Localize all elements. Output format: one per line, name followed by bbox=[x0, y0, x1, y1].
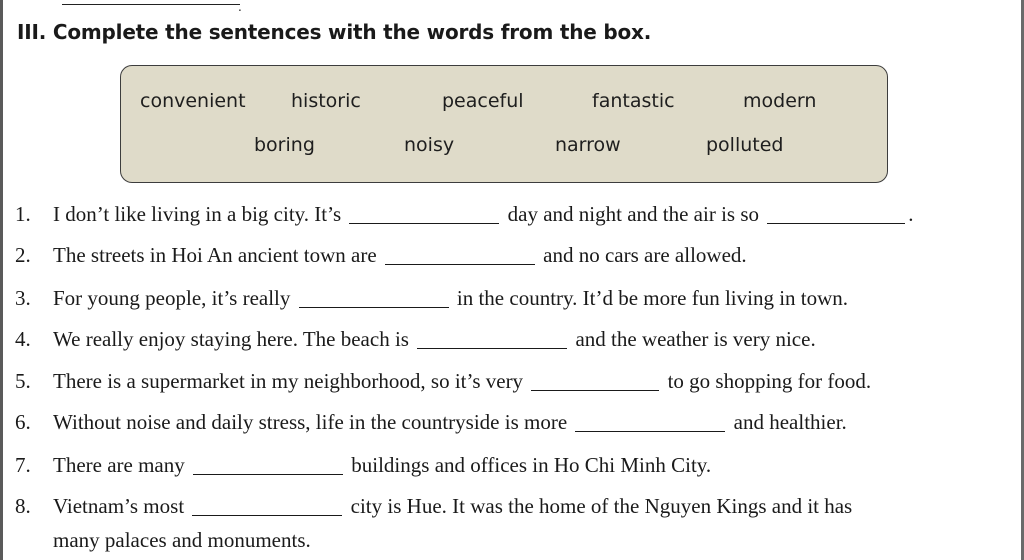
sentence-text: and the weather is very nice. bbox=[575, 327, 816, 351]
sentence-text: I don’t like living in a big city. It’s bbox=[53, 202, 342, 226]
previous-answer-dot: . bbox=[238, 0, 242, 14]
word-historic: historic bbox=[291, 90, 361, 112]
word-polluted: polluted bbox=[706, 134, 784, 156]
sentence-text: There are many bbox=[53, 453, 185, 477]
sentence-number: 8. bbox=[15, 494, 31, 518]
sentence-6 bbox=[15, 410, 847, 435]
sentence-text: We really enjoy staying here. The beach is bbox=[53, 327, 409, 351]
sentence-text: and healthier. bbox=[733, 410, 847, 434]
sentence-number: 6. bbox=[15, 410, 31, 434]
left-border bbox=[0, 0, 3, 560]
sentence-text: and no cars are allowed. bbox=[543, 243, 747, 267]
sentence-text: For young people, it’s really bbox=[53, 286, 291, 310]
sentence-text: Vietnam’s most bbox=[53, 494, 185, 518]
answer-blank[interactable] bbox=[299, 286, 449, 308]
sentence-text: in the country. It’d be more fun living in town. bbox=[456, 286, 849, 310]
sentence-4 bbox=[15, 327, 816, 352]
sentence-text: buildings and offices in Ho Chi Minh City. bbox=[351, 453, 712, 477]
answer-blank[interactable] bbox=[531, 369, 659, 391]
word-fantastic: fantastic bbox=[592, 90, 675, 112]
sentence-number: 1. bbox=[15, 202, 31, 226]
word-noisy: noisy bbox=[404, 134, 455, 156]
sentence-3 bbox=[15, 286, 848, 311]
answer-blank[interactable] bbox=[192, 494, 342, 516]
sentence-text: city is Hue. It was the home of the Nguyen Kings and it has bbox=[350, 494, 853, 518]
word-box bbox=[120, 65, 888, 183]
exercise-heading: III. Complete the sentences with the words from the box. bbox=[17, 20, 652, 44]
sentence-text: to go shopping for food. bbox=[667, 369, 872, 393]
answer-blank[interactable] bbox=[575, 410, 725, 432]
word-boring: boring bbox=[254, 134, 315, 156]
answer-blank[interactable] bbox=[417, 327, 567, 349]
answer-blank[interactable] bbox=[193, 453, 343, 475]
sentence-number: 4. bbox=[15, 327, 31, 351]
answer-blank[interactable] bbox=[349, 202, 499, 224]
word-convenient: convenient bbox=[140, 90, 246, 112]
answer-blank[interactable] bbox=[385, 243, 535, 265]
sentence-number: 5. bbox=[15, 369, 31, 393]
previous-answer-line bbox=[62, 4, 240, 5]
sentence-text: Without noise and daily stress, life in the countryside is more bbox=[53, 410, 568, 434]
sentence-text: The streets in Hoi An ancient town are bbox=[53, 243, 377, 267]
sentence-7 bbox=[15, 453, 711, 478]
sentence-8 bbox=[15, 494, 852, 519]
sentence-text: . bbox=[908, 202, 914, 226]
word-peaceful: peaceful bbox=[442, 90, 524, 112]
sentence-number: 7. bbox=[15, 453, 31, 477]
sentence-text: There is a supermarket in my neighborhood, so it’s very bbox=[53, 369, 524, 393]
sentence-text: day and night and the air is so bbox=[507, 202, 760, 226]
word-modern: modern bbox=[743, 90, 817, 112]
answer-blank[interactable] bbox=[767, 202, 905, 224]
sentence-5 bbox=[15, 369, 871, 394]
sentence-1 bbox=[15, 202, 914, 227]
sentence-8-continuation: many palaces and monuments. bbox=[53, 528, 311, 552]
sentence-2 bbox=[15, 243, 747, 268]
word-narrow: narrow bbox=[555, 134, 621, 156]
sentence-number: 3. bbox=[15, 286, 31, 310]
sentence-number: 2. bbox=[15, 243, 31, 267]
